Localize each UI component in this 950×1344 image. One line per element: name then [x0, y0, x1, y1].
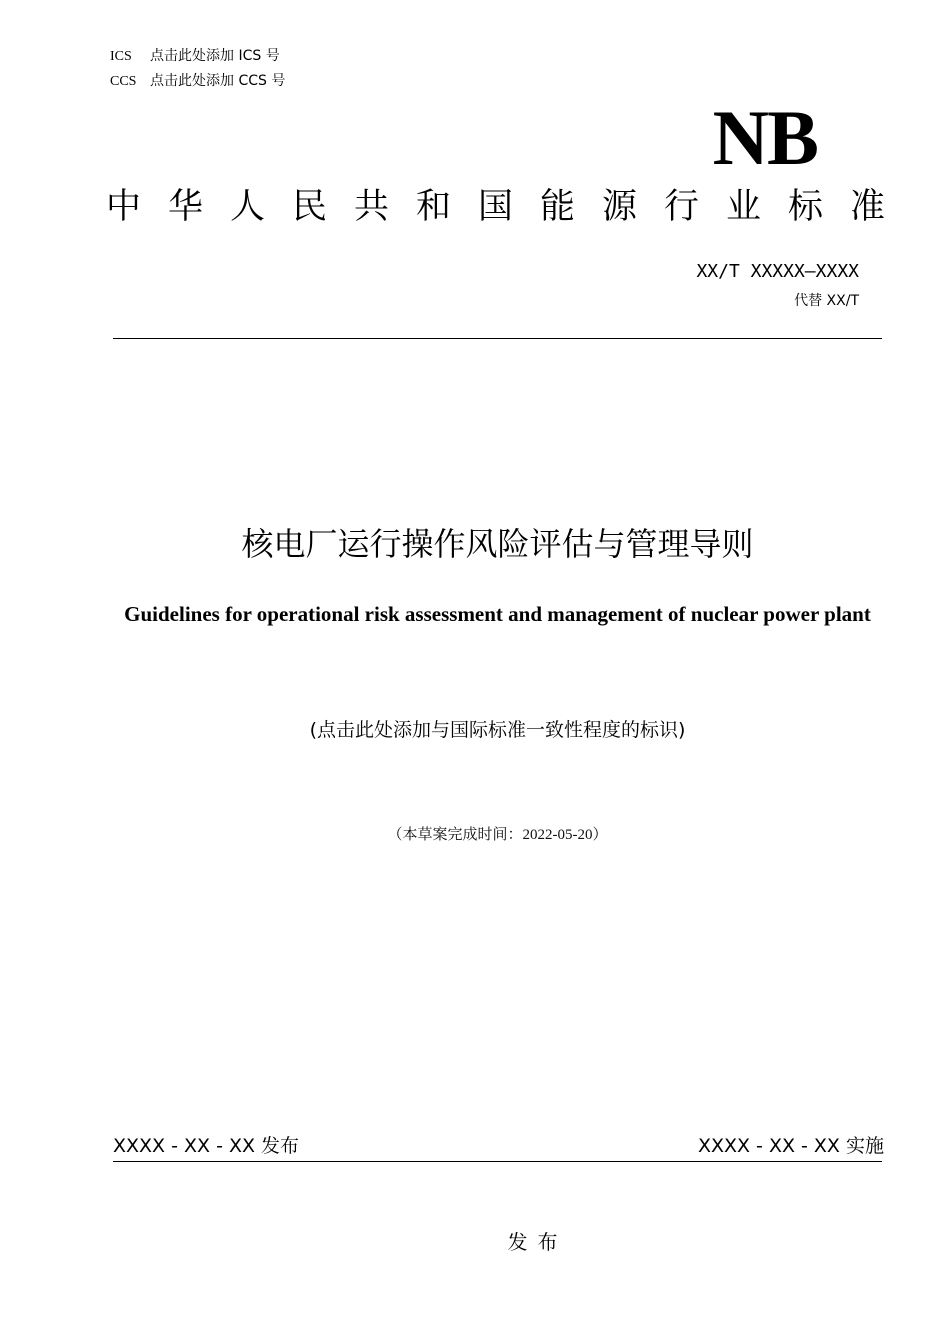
ccs-label: CCS: [110, 74, 137, 89]
conformity-note[interactable]: (点击此处添加与国际标准一致性程度的标识): [309, 719, 686, 741]
ics-label: ICS: [110, 49, 132, 64]
publish-date: XXXX - XX - XX 发布: [113, 1135, 300, 1157]
ics-line: [110, 47, 280, 66]
header-divider: [113, 338, 882, 339]
draft-completion-date: （本草案完成时间：2022-05-20）: [387, 827, 608, 843]
ccs-line: [110, 72, 285, 91]
nb-logo: NB: [712, 94, 817, 181]
document-title-cn: 核电厂运行操作风险评估与管理导则: [241, 525, 754, 563]
standard-number: XX/T XXXXX—XXXX: [696, 261, 859, 282]
replaces-standard: 代替 XX/T: [794, 293, 859, 309]
ics-value[interactable]: 点击此处添加 ICS 号: [150, 48, 280, 64]
footer-divider: [113, 1161, 882, 1162]
issuer-label: 发布: [507, 1230, 568, 1254]
effective-date: XXXX - XX - XX 实施: [697, 1135, 884, 1157]
ccs-value[interactable]: 点击此处添加 CCS 号: [150, 73, 286, 89]
document-title-en: Guidelines for operational risk assessment and management of nuclear power plant: [124, 602, 871, 626]
standard-category-title: 中华人民共和国能源行业标准: [106, 187, 913, 227]
